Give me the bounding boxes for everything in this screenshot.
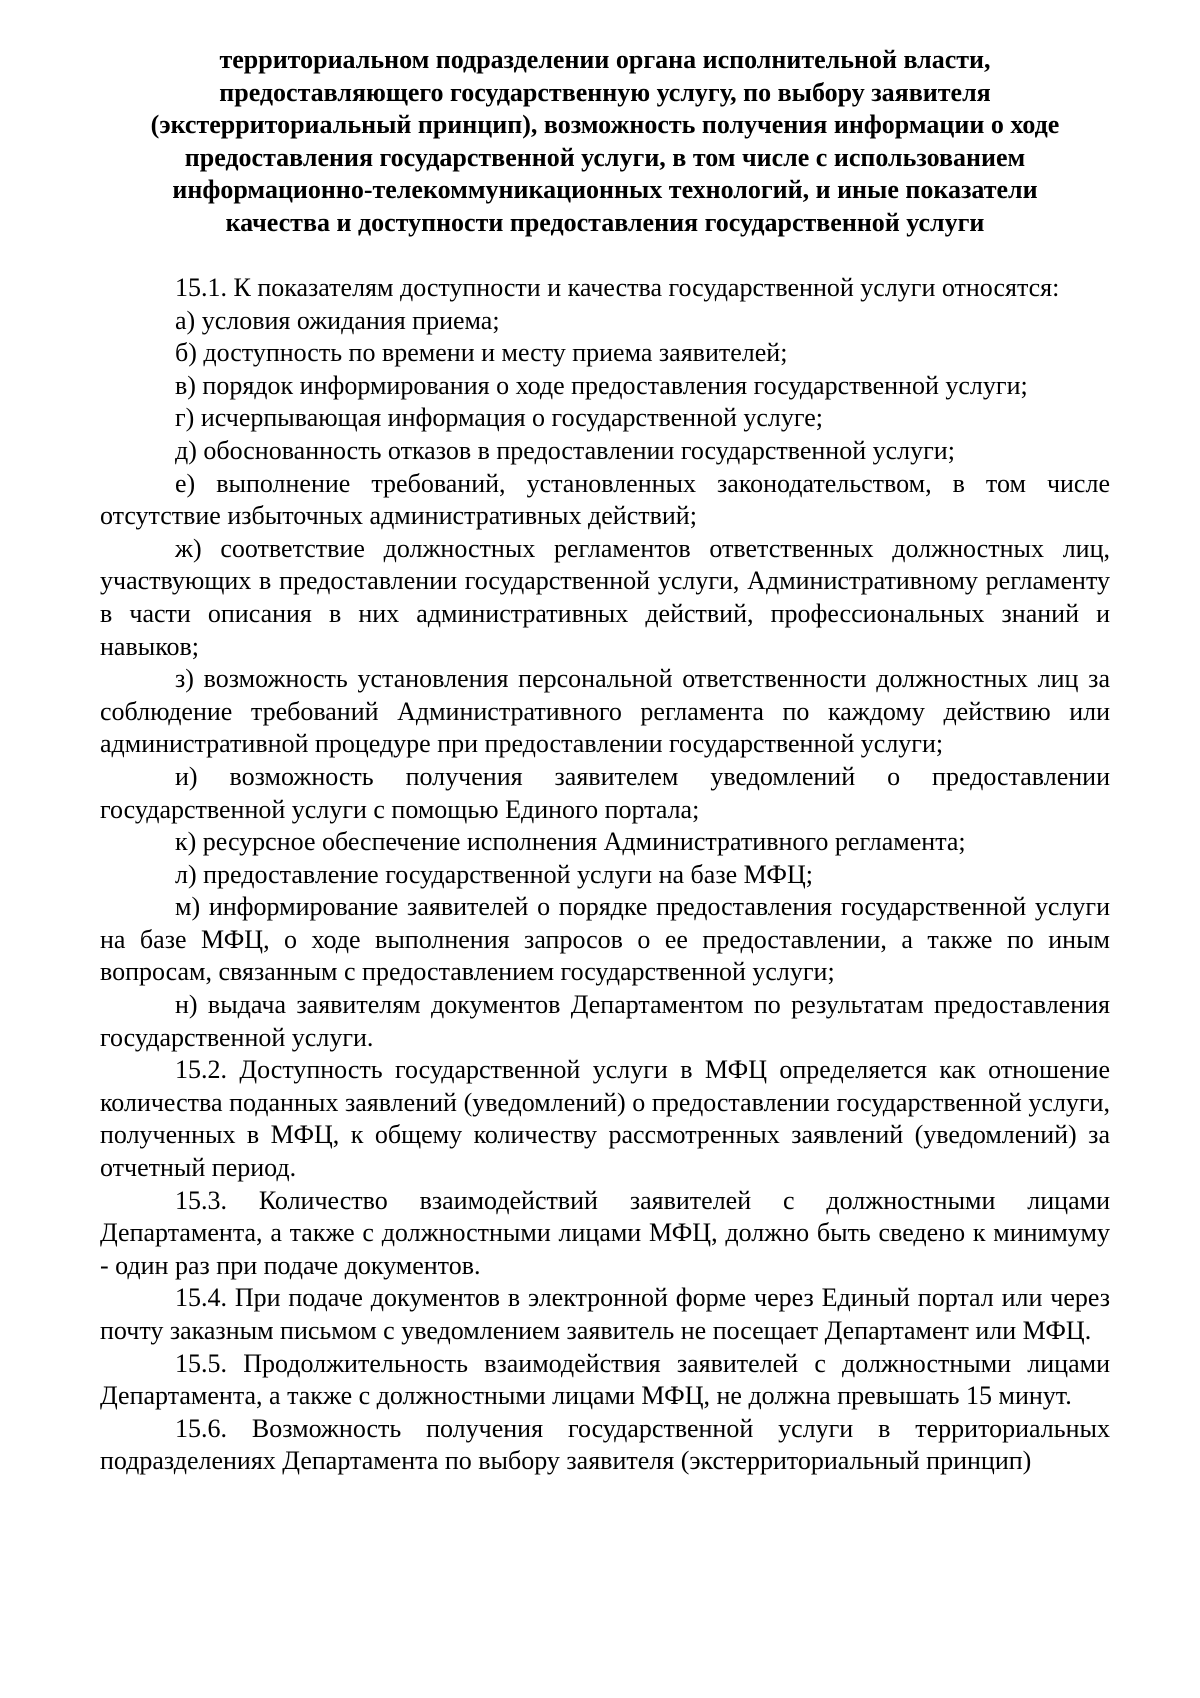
list-item-z: з) возможность установления персональной ответственности должностных лиц за соблюдение требований Административного регламента по каждому действию или административной процедуре при предоставлении государственной услуги;: [100, 664, 1110, 759]
paragraph-15-6: 15.6. Возможность получения государственной услуги в территориальных подразделениях Департамента по выбору заявителя (экстерриториальный принцип): [100, 1413, 1110, 1476]
list-item-b: б) доступность по времени и месту приема заявителей;: [175, 338, 788, 368]
document-body: [100, 272, 1110, 1478]
list-item-m: м) информирование заявителей о порядке предоставления государственной услуги на базе МФЦ, о ходе выполнения запросов о ее предоставлении, а также по иным вопросам, связанным с предоставлением государственной услуги;: [100, 892, 1110, 987]
heading-line: качества и доступности предоставления государственной услуги: [225, 207, 985, 237]
list-item-v: в) порядок информирования о ходе предоставления государственной услуги;: [175, 370, 1028, 400]
paragraph-15-3: 15.3. Количество взаимодействий заявителей с должностными лицами Департамента, а также с должностными лицами МФЦ, должно быть сведено к минимуму - один раз при подаче документов.: [100, 1185, 1110, 1280]
section-heading: [100, 44, 1110, 240]
list-item-n: н) выдача заявителям документов Департаментом по результатам предоставления государственной услуги.: [100, 990, 1110, 1052]
paragraph-15-4: 15.4. При подаче документов в электронной форме через Единый портал или через почту заказным письмом с уведомлением заявитель не посещает Департамент или МФЦ.: [100, 1283, 1110, 1345]
list-item-i: и) возможность получения заявителем уведомлений о предоставлении государственной услуги с помощью Единого портала;: [100, 761, 1110, 824]
heading-line: информационно-телекоммуникационных технологий, и иные показатели: [172, 175, 1038, 205]
heading-line: предоставления государственной услуги, в том числе с использованием: [184, 142, 1026, 172]
heading-line: территориальном подразделении органа исполнительной власти,: [219, 45, 991, 74]
list-item-a: а) условия ожидания приема;: [175, 305, 500, 335]
list-item-e: е) выполнение требований, установленных законодательством, в том числе отсутствие избыточных административных действий;: [100, 468, 1110, 531]
list-item-g: г) исчерпывающая информация о государственной услуге;: [175, 403, 823, 433]
paragraph-15-2: 15.2. Доступность государственной услуги в МФЦ определяется как отношение количества поданных заявлений (уведомлений) о предоставлении государственной услуги, полученных в МФЦ, к общему количеству рассмотренных заявлений (уведомлений) за отчетный период.: [100, 1055, 1110, 1183]
list-item-zh: ж) соответствие должностных регламентов ответственных должностных лиц, участвующих в предоставлении государственной услуги, Административному регламенту в части описания в них административных действий, профессиональных знаний и навыков;: [100, 533, 1110, 661]
heading-line: предоставляющего государственную услугу, по выбору заявителя: [219, 77, 991, 107]
list-item-d: д) обоснованность отказов в предоставлении государственной услуги;: [175, 435, 955, 465]
paragraph-15-5: 15.5. Продолжительность взаимодействия заявителей с должностными лицами Департамента, а также с должностными лицами МФЦ, не должна превышать 15 минут.: [100, 1348, 1110, 1411]
heading-line: (экстерриториальный принцип), возможность получения информации о ходе: [150, 110, 1060, 140]
paragraph-15-1: 15.1. К показателям доступности и качества государственной услуги относятся:: [175, 273, 1060, 302]
list-item-k: к) ресурсное обеспечение исполнения Административного регламента;: [175, 827, 966, 857]
list-item-l: л) предоставление государственной услуги на базе МФЦ;: [175, 859, 813, 889]
